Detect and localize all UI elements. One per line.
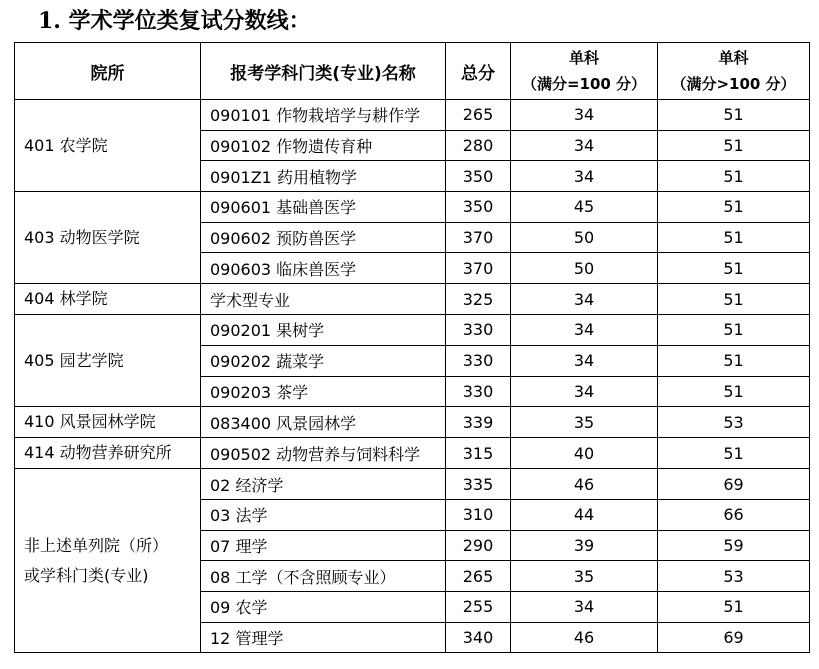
score-table: [14, 42, 810, 653]
total-score-cell: 265: [446, 561, 511, 592]
major-cell: 学术型专业: [201, 284, 446, 315]
table-row: [15, 438, 810, 469]
total-score-cell: 340: [446, 622, 511, 653]
table-row: [15, 315, 810, 346]
single-100-cell: 45: [511, 192, 658, 223]
college-name: 405 园艺学院: [24, 350, 124, 370]
single-over-100-cell: 51: [658, 192, 810, 223]
header-single-over-100: [658, 43, 810, 100]
college-cell: [15, 192, 201, 284]
table-row: [15, 284, 810, 315]
total-score-cell: 330: [446, 376, 511, 407]
total-score-cell: 330: [446, 315, 511, 346]
college-cell: [15, 100, 201, 192]
single-100-cell: 34: [511, 284, 658, 315]
college-name: 或学科门类(专业): [24, 565, 149, 585]
single-100-cell: 44: [511, 499, 658, 530]
table-header-row: [15, 43, 810, 100]
major-cell: 090602 预防兽医学: [201, 222, 446, 253]
total-score-cell: 310: [446, 499, 511, 530]
total-score-cell: 255: [446, 591, 511, 622]
single-100-cell: 34: [511, 130, 658, 161]
total-score-cell: 339: [446, 407, 511, 438]
major-cell: 090203 茶学: [201, 376, 446, 407]
single-100-cell: 34: [511, 591, 658, 622]
total-score-cell: 280: [446, 130, 511, 161]
single-100-cell: 34: [511, 315, 658, 346]
single-100-cell: 35: [511, 561, 658, 592]
major-cell: 090202 蔬菜学: [201, 345, 446, 376]
single-over-100-cell: 51: [658, 222, 810, 253]
table-row: [15, 469, 810, 500]
college-cell: [15, 284, 201, 315]
single-over-100-cell: 53: [658, 561, 810, 592]
total-score-cell: 265: [446, 100, 511, 131]
college-cell: [15, 469, 201, 653]
single-over-100-cell: 51: [658, 253, 810, 284]
total-score-cell: 335: [446, 469, 511, 500]
single-over-100-cell: 53: [658, 407, 810, 438]
college-name: 非上述单列院（所）: [24, 535, 169, 555]
major-cell: 090502 动物营养与饲料科学: [201, 438, 446, 469]
table-row: [15, 407, 810, 438]
total-score-cell: 325: [446, 284, 511, 315]
single-100-cell: 50: [511, 222, 658, 253]
major-cell: 09 农学: [201, 591, 446, 622]
major-cell: 090603 临床兽医学: [201, 253, 446, 284]
total-score-cell: 315: [446, 438, 511, 469]
header-single-100-note: （满分=100 分）: [521, 75, 647, 93]
single-over-100-cell: 51: [658, 345, 810, 376]
header-total: 总分: [446, 43, 511, 100]
single-over-100-cell: 51: [658, 591, 810, 622]
college-name: 414 动物营养研究所: [24, 443, 172, 463]
major-cell: 090102 作物遗传育种: [201, 130, 446, 161]
single-over-100-cell: 51: [658, 315, 810, 346]
total-score-cell: 370: [446, 222, 511, 253]
major-cell: 12 管理学: [201, 622, 446, 653]
total-score-cell: 350: [446, 192, 511, 223]
single-100-cell: 40: [511, 438, 658, 469]
major-cell: 0901Z1 药用植物学: [201, 161, 446, 192]
major-cell: 02 经济学: [201, 469, 446, 500]
single-100-cell: 50: [511, 253, 658, 284]
single-over-100-cell: 59: [658, 530, 810, 561]
college-name: 410 风景园林学院: [24, 412, 156, 432]
header-single-100: [511, 43, 658, 100]
single-100-cell: 35: [511, 407, 658, 438]
single-over-100-cell: 66: [658, 499, 810, 530]
college-cell: [15, 407, 201, 438]
single-100-cell: 34: [511, 376, 658, 407]
single-100-cell: 34: [511, 161, 658, 192]
college-cell: [15, 438, 201, 469]
college-cell: [15, 315, 201, 407]
single-over-100-cell: 51: [658, 130, 810, 161]
table-row: [15, 192, 810, 223]
single-100-cell: 39: [511, 530, 658, 561]
single-100-cell: 34: [511, 100, 658, 131]
single-over-100-cell: 69: [658, 469, 810, 500]
single-over-100-cell: 51: [658, 438, 810, 469]
total-score-cell: 330: [446, 345, 511, 376]
single-100-cell: 34: [511, 345, 658, 376]
table-row: [15, 100, 810, 131]
total-score-cell: 350: [446, 161, 511, 192]
major-cell: 03 法学: [201, 499, 446, 530]
header-single-100-title: 单科: [568, 49, 599, 67]
single-over-100-cell: 51: [658, 376, 810, 407]
single-100-cell: 46: [511, 469, 658, 500]
single-over-100-cell: 69: [658, 622, 810, 653]
header-major: 报考学科门类(专业)名称: [201, 43, 446, 100]
college-name: 401 农学院: [24, 135, 108, 155]
major-cell: 07 理学: [201, 530, 446, 561]
single-100-cell: 46: [511, 622, 658, 653]
header-single-over-100-title: 单科: [718, 49, 749, 67]
major-cell: 090601 基础兽医学: [201, 192, 446, 223]
header-college: 院所: [15, 43, 201, 100]
major-cell: 090201 果树学: [201, 315, 446, 346]
table-body: [15, 100, 810, 653]
single-over-100-cell: 51: [658, 284, 810, 315]
header-single-over-100-note: （满分>100 分）: [671, 75, 796, 93]
single-over-100-cell: 51: [658, 100, 810, 131]
page-title: 1. 学术学位类复试分数线：: [38, 8, 311, 34]
total-score-cell: 370: [446, 253, 511, 284]
total-score-cell: 290: [446, 530, 511, 561]
major-cell: 090101 作物栽培学与耕作学: [201, 100, 446, 131]
major-cell: 08 工学（不含照顾专业）: [201, 561, 446, 592]
single-over-100-cell: 51: [658, 161, 810, 192]
college-name: 403 动物医学院: [24, 227, 140, 247]
major-cell: 083400 风景园林学: [201, 407, 446, 438]
college-name: 404 林学院: [24, 289, 108, 309]
